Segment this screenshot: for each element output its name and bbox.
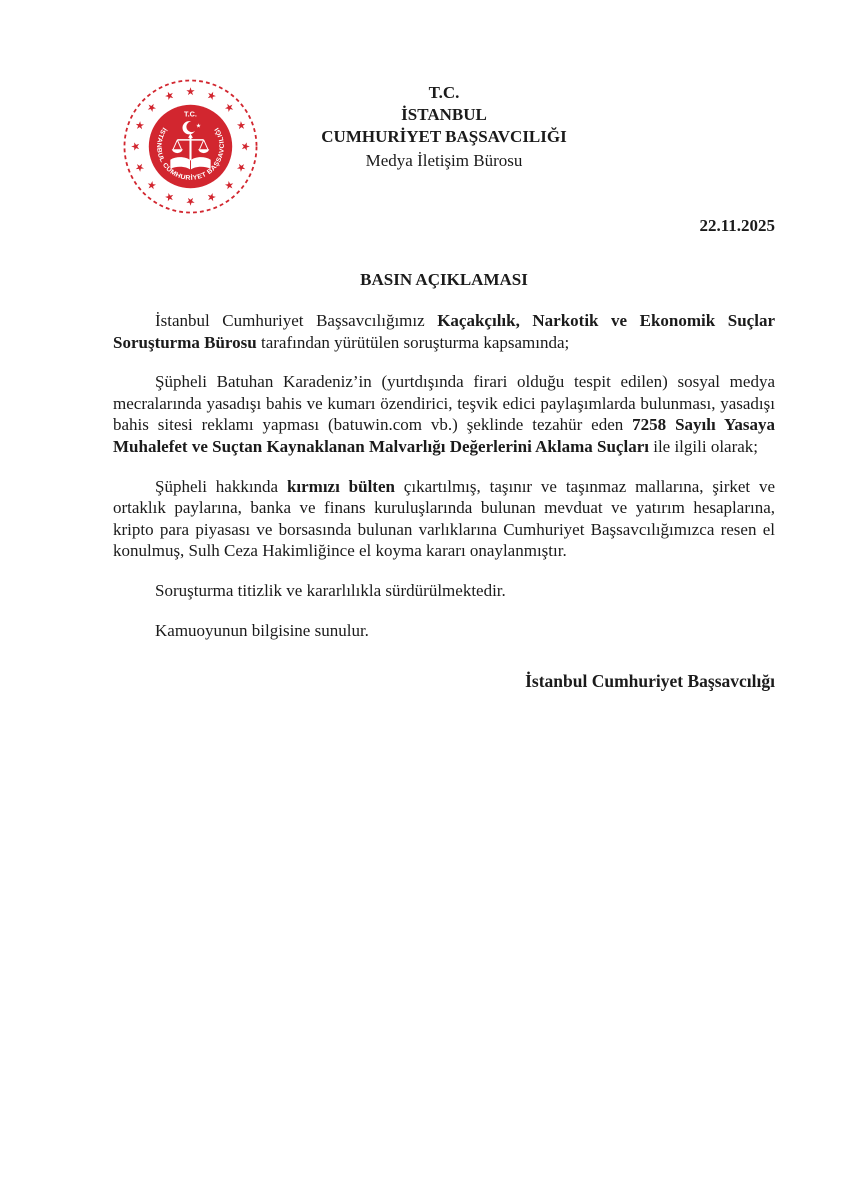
seal-tc-text: T.C. [184,109,197,119]
body-paragraphs [113,310,775,659]
paragraph-segment: ile ilgili olarak; [648,436,759,456]
letterhead-bureau: Medya İletişim Bürosu [365,151,523,170]
paragraph-segment: tarafından yürütülen soruşturma kapsamında; [256,332,570,352]
letterhead-office: CUMHURİYET BAŞSAVCILIĞI [321,127,567,146]
paragraph [113,620,775,642]
letterhead [113,82,775,172]
paragraph-bold-segment: kırmızı bülten [286,476,395,496]
signature-line: İstanbul Cumhuriyet Başsavcılığı [525,671,775,691]
paragraph [113,476,775,562]
seal-ring-text: İSTANBUL CUMHURİYET BAŞSAVCILIĞI [155,125,226,182]
paragraph-bold-segment: 7258 Sayılı Yasaya Muhalefet ve Suçtan Kaynaklanan Malvarlığı Değerlerini Aklama Suçları [113,415,775,456]
paragraph [113,580,775,602]
paragraph-segment: İstanbul Cumhuriyet Başsavcılığımız [155,311,438,330]
paragraph [113,371,775,457]
paragraph-bold-segment: Kaçakçılık, Narkotik ve Ekonomik Suçlar Soruşturma Bürosu [113,311,775,352]
letterhead-city: İSTANBUL [401,105,487,124]
letterhead-tc: T.C. [428,83,460,102]
paragraph-segment: Soruşturma titizlik ve kararlılıkla sürdürülmektedir. [155,580,506,600]
paragraph [113,310,775,353]
paragraph-segment: çıkartılmış, taşınır ve taşınmaz mallarına, şirket ve ortaklık paylarına, banka ve finans kuruluşlarında bulunan mevduat ve yatırım hesaplarına, kripto para piyasası ve borsasında bulunan varlıklarına Cumhuriyet Başsavcılığımızca resen el konulmuş, Sulh Ceza Hakimliğince el koyma kararı onaylanmıştır. [113,476,776,561]
paragraph-segment: Şüpheli Batuhan Karadeniz’in (yurtdışında firari olduğu tespit edilen) sosyal medya mecralarında yasadışı bahis ve kumarı özendirici, teşvik edici paylaşımlarda bulunması, yasadışı bahis sitesi reklamı yapması (batuwin.com vb.) şeklinde tezahür eden [113,372,775,435]
document-title: BASIN AÇIKLAMASI [360,270,528,289]
paragraph-segment: Kamuoyunun bilgisine sunulur. [155,620,369,640]
paragraph-segment: Şüpheli hakkında [155,476,287,496]
document-date: 22.11.2025 [699,216,775,235]
